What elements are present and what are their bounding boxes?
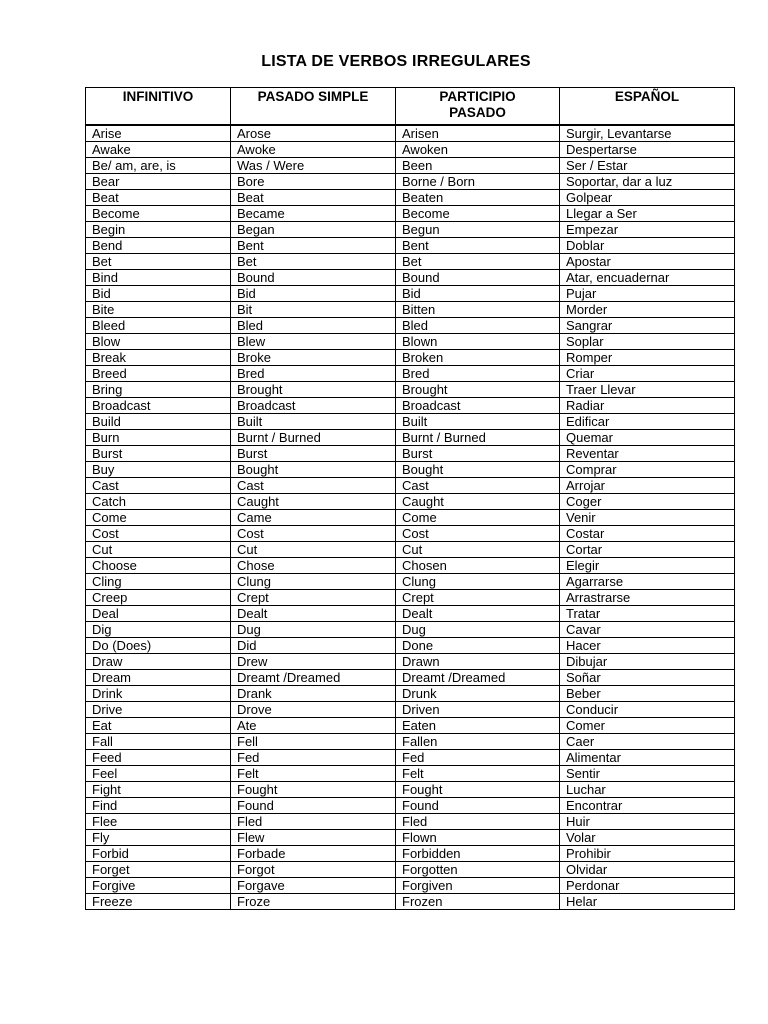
past-simple-cell: Drank [231,686,396,702]
past-participle-cell: Cast [396,478,560,494]
infinitive-cell: Beat [86,190,231,206]
past-participle-cell: Forbidden [396,846,560,862]
past-simple-cell: Dealt [231,606,396,622]
table-row [86,542,735,558]
table-row [86,190,735,206]
past-simple-cell: Ate [231,718,396,734]
past-simple-cell: Built [231,414,396,430]
table-row [86,494,735,510]
past-participle-cell: Burnt / Burned [396,430,560,446]
past-participle-cell: Crept [396,590,560,606]
header-row [86,88,735,126]
infinitive-cell: Build [86,414,231,430]
past-simple-cell: Drew [231,654,396,670]
table-row [86,414,735,430]
table-row [86,686,735,702]
past-participle-cell: Brought [396,382,560,398]
spanish-cell: Arrojar [560,478,735,494]
spanish-cell: Morder [560,302,735,318]
infinitive-cell: Bite [86,302,231,318]
past-simple-cell: Was / Were [231,158,396,174]
past-participle-cell: Forgotten [396,862,560,878]
infinitive-cell: Feed [86,750,231,766]
past-participle-cell: Blown [396,334,560,350]
infinitive-cell: Deal [86,606,231,622]
past-simple-cell: Began [231,222,396,238]
past-participle-cell: Dreamt /Dreamed [396,670,560,686]
past-simple-cell: Caught [231,494,396,510]
spanish-cell: Soñar [560,670,735,686]
infinitive-cell: Forbid [86,846,231,862]
spanish-cell: Volar [560,830,735,846]
infinitive-cell: Awake [86,142,231,158]
past-simple-cell: Felt [231,766,396,782]
spanish-cell: Ser / Estar [560,158,735,174]
table-row [86,782,735,798]
table-row [86,814,735,830]
table-row [86,382,735,398]
past-simple-cell: Bore [231,174,396,190]
past-participle-cell: Forgiven [396,878,560,894]
table-row [86,350,735,366]
past-simple-cell: Forbade [231,846,396,862]
past-simple-cell: Dug [231,622,396,638]
past-participle-cell: Begun [396,222,560,238]
spanish-cell: Criar [560,366,735,382]
spanish-cell: Huir [560,814,735,830]
past-simple-cell: Burst [231,446,396,462]
spanish-cell: Empezar [560,222,735,238]
past-participle-cell: Driven [396,702,560,718]
irregular-verbs-table [85,87,735,910]
past-participle-cell: Cut [396,542,560,558]
past-simple-cell: Fell [231,734,396,750]
table-row [86,590,735,606]
past-participle-cell: Found [396,798,560,814]
spanish-cell: Surgir, Levantarse [560,125,735,142]
table-row [86,222,735,238]
past-participle-cell: Built [396,414,560,430]
spanish-cell: Costar [560,526,735,542]
spanish-cell: Llegar a Ser [560,206,735,222]
past-simple-cell: Bet [231,254,396,270]
past-participle-cell: Bent [396,238,560,254]
table-row [86,238,735,254]
past-participle-cell: Bitten [396,302,560,318]
past-participle-cell: Dealt [396,606,560,622]
past-participle-cell: Bet [396,254,560,270]
infinitive-cell: Cast [86,478,231,494]
past-simple-cell: Blew [231,334,396,350]
past-participle-cell: Caught [396,494,560,510]
past-simple-cell: Cost [231,526,396,542]
past-simple-cell: Cast [231,478,396,494]
infinitive-cell: Find [86,798,231,814]
infinitive-cell: Begin [86,222,231,238]
infinitive-cell: Forgive [86,878,231,894]
spanish-cell: Caer [560,734,735,750]
infinitive-cell: Blow [86,334,231,350]
past-simple-cell: Cut [231,542,396,558]
table-row [86,654,735,670]
infinitive-cell: Freeze [86,894,231,910]
infinitive-cell: Bleed [86,318,231,334]
infinitive-cell: Choose [86,558,231,574]
table-row [86,830,735,846]
spanish-cell: Cortar [560,542,735,558]
past-participle-cell: Been [396,158,560,174]
infinitive-cell: Break [86,350,231,366]
infinitive-cell: Burn [86,430,231,446]
spanish-cell: Luchar [560,782,735,798]
past-participle-cell: Bred [396,366,560,382]
table-row [86,125,735,142]
past-simple-cell: Bought [231,462,396,478]
spanish-cell: Elegir [560,558,735,574]
spanish-cell: Alimentar [560,750,735,766]
table-row [86,302,735,318]
infinitive-cell: Cut [86,542,231,558]
spanish-cell: Traer Llevar [560,382,735,398]
infinitive-cell: Fight [86,782,231,798]
infinitive-cell: Bid [86,286,231,302]
past-participle-cell: Fled [396,814,560,830]
table-row [86,734,735,750]
infinitive-cell: Burst [86,446,231,462]
infinitive-cell: Breed [86,366,231,382]
page-title: LISTA DE VERBOS IRREGULARES [261,53,531,70]
past-simple-cell: Fought [231,782,396,798]
infinitive-cell: Come [86,510,231,526]
table-row [86,670,735,686]
past-participle-cell: Cost [396,526,560,542]
spanish-cell: Radiar [560,398,735,414]
spanish-cell: Atar, encuadernar [560,270,735,286]
spanish-cell: Comer [560,718,735,734]
spanish-cell: Soplar [560,334,735,350]
past-participle-cell: Fed [396,750,560,766]
infinitive-cell: Dream [86,670,231,686]
past-participle-cell: Come [396,510,560,526]
past-simple-cell: Dreamt /Dreamed [231,670,396,686]
spanish-cell: Beber [560,686,735,702]
infinitive-cell: Fly [86,830,231,846]
past-participle-cell: Frozen [396,894,560,910]
past-simple-cell: Bound [231,270,396,286]
infinitive-cell: Cling [86,574,231,590]
infinitive-cell: Become [86,206,231,222]
header-participio-pasado: PARTICIPIO PASADO [396,88,560,126]
table-row [86,766,735,782]
table-row [86,798,735,814]
table-row [86,526,735,542]
infinitive-cell: Flee [86,814,231,830]
table-row [86,846,735,862]
past-participle-cell: Drunk [396,686,560,702]
infinitive-cell: Eat [86,718,231,734]
infinitive-cell: Feel [86,766,231,782]
spanish-cell: Perdonar [560,878,735,894]
table-row [86,606,735,622]
infinitive-cell: Broadcast [86,398,231,414]
header-pasado-simple: PASADO SIMPLE [231,88,396,126]
past-simple-cell: Fled [231,814,396,830]
spanish-cell: Olvidar [560,862,735,878]
past-simple-cell: Awoke [231,142,396,158]
spanish-cell: Golpear [560,190,735,206]
past-simple-cell: Broadcast [231,398,396,414]
infinitive-cell: Bet [86,254,231,270]
table-row [86,446,735,462]
past-participle-cell: Fought [396,782,560,798]
table-row [86,510,735,526]
table-row [86,718,735,734]
past-participle-cell: Become [396,206,560,222]
table-row [86,622,735,638]
spanish-cell: Dibujar [560,654,735,670]
past-simple-cell: Bred [231,366,396,382]
table-row [86,462,735,478]
header-espanol: ESPAÑOL [560,88,735,126]
infinitive-cell: Bend [86,238,231,254]
past-simple-cell: Bit [231,302,396,318]
spanish-cell: Coger [560,494,735,510]
past-participle-cell: Flown [396,830,560,846]
infinitive-cell: Forget [86,862,231,878]
past-participle-cell: Burst [396,446,560,462]
past-participle-cell: Arisen [396,125,560,142]
past-participle-cell: Awoken [396,142,560,158]
spanish-cell: Reventar [560,446,735,462]
past-simple-cell: Burnt / Burned [231,430,396,446]
past-simple-cell: Bent [231,238,396,254]
table-row [86,558,735,574]
infinitive-cell: Bring [86,382,231,398]
past-simple-cell: Forgave [231,878,396,894]
past-simple-cell: Did [231,638,396,654]
spanish-cell: Tratar [560,606,735,622]
table-row [86,334,735,350]
infinitive-cell: Bind [86,270,231,286]
past-participle-cell: Drawn [396,654,560,670]
table-header [86,88,735,126]
table-body [86,125,735,910]
past-simple-cell: Broke [231,350,396,366]
spanish-cell: Quemar [560,430,735,446]
past-participle-cell: Chosen [396,558,560,574]
infinitive-cell: Arise [86,125,231,142]
past-participle-cell: Done [396,638,560,654]
infinitive-cell: Catch [86,494,231,510]
table-row [86,142,735,158]
table-row [86,478,735,494]
spanish-cell: Helar [560,894,735,910]
past-simple-cell: Forgot [231,862,396,878]
spanish-cell: Prohibir [560,846,735,862]
table-row [86,286,735,302]
past-simple-cell: Crept [231,590,396,606]
past-participle-cell: Felt [396,766,560,782]
past-participle-cell: Bled [396,318,560,334]
spanish-cell: Hacer [560,638,735,654]
past-participle-cell: Clung [396,574,560,590]
past-participle-cell: Bought [396,462,560,478]
past-simple-cell: Came [231,510,396,526]
past-simple-cell: Fed [231,750,396,766]
table-row [86,206,735,222]
past-participle-cell: Broadcast [396,398,560,414]
spanish-cell: Agarrarse [560,574,735,590]
past-simple-cell: Brought [231,382,396,398]
header-infinitivo: INFINITIVO [86,88,231,126]
spanish-cell: Arrastrarse [560,590,735,606]
table-row [86,894,735,910]
past-simple-cell: Flew [231,830,396,846]
past-simple-cell: Chose [231,558,396,574]
past-simple-cell: Froze [231,894,396,910]
past-simple-cell: Became [231,206,396,222]
infinitive-cell: Do (Does) [86,638,231,654]
infinitive-cell: Be/ am, are, is [86,158,231,174]
spanish-cell: Cavar [560,622,735,638]
spanish-cell: Comprar [560,462,735,478]
table-row [86,574,735,590]
spanish-cell: Encontrar [560,798,735,814]
infinitive-cell: Cost [86,526,231,542]
infinitive-cell: Bear [86,174,231,190]
infinitive-cell: Creep [86,590,231,606]
spanish-cell: Venir [560,510,735,526]
past-simple-cell: Bled [231,318,396,334]
past-simple-cell: Found [231,798,396,814]
spanish-cell: Sangrar [560,318,735,334]
table-row [86,702,735,718]
past-simple-cell: Beat [231,190,396,206]
table-row [86,270,735,286]
table-row [86,638,735,654]
past-participle-cell: Beaten [396,190,560,206]
spanish-cell: Conducir [560,702,735,718]
past-participle-cell: Bid [396,286,560,302]
table-row [86,174,735,190]
past-participle-cell: Eaten [396,718,560,734]
past-simple-cell: Clung [231,574,396,590]
past-participle-cell: Bound [396,270,560,286]
table-row [86,750,735,766]
table-row [86,398,735,414]
past-participle-cell: Broken [396,350,560,366]
spanish-cell: Pujar [560,286,735,302]
infinitive-cell: Buy [86,462,231,478]
table-row [86,366,735,382]
spanish-cell: Doblar [560,238,735,254]
infinitive-cell: Draw [86,654,231,670]
table-row [86,862,735,878]
spanish-cell: Apostar [560,254,735,270]
past-simple-cell: Drove [231,702,396,718]
past-participle-cell: Borne / Born [396,174,560,190]
table-row [86,158,735,174]
infinitive-cell: Drink [86,686,231,702]
spanish-cell: Soportar, dar a luz [560,174,735,190]
table-row [86,430,735,446]
past-simple-cell: Arose [231,125,396,142]
spanish-cell: Romper [560,350,735,366]
infinitive-cell: Drive [86,702,231,718]
table-row [86,878,735,894]
infinitive-cell: Dig [86,622,231,638]
table-row [86,254,735,270]
spanish-cell: Despertarse [560,142,735,158]
past-participle-cell: Fallen [396,734,560,750]
infinitive-cell: Fall [86,734,231,750]
past-simple-cell: Bid [231,286,396,302]
table-row [86,318,735,334]
spanish-cell: Edificar [560,414,735,430]
past-participle-cell: Dug [396,622,560,638]
spanish-cell: Sentir [560,766,735,782]
